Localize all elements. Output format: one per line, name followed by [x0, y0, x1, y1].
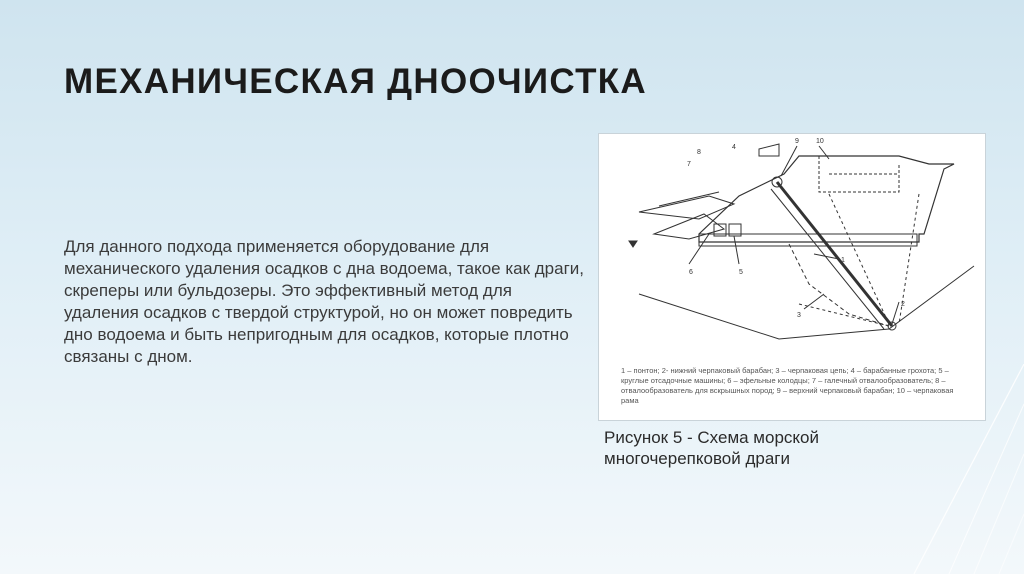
label-10: 10 — [816, 138, 824, 145]
label-3: 3 — [797, 312, 801, 319]
label-8: 8 — [697, 149, 701, 156]
body-paragraph: Для данного подхода применяется оборудование для механического удаления осадков с дна водоема, такое как драги, скреперы или бульдозеры. Это эффективный метод для удаления осадков с твердой структурой, но он может повредить дно водоема и быть непригодным для осадков, которые плотно связаны с дном. — [64, 237, 585, 366]
label-7: 7 — [687, 161, 691, 168]
water-level-marker — [629, 241, 637, 247]
slide-title: МЕХАНИЧЕСКАЯ ДНООЧИСТКА — [64, 62, 648, 101]
label-6: 6 — [689, 269, 693, 276]
figure-caption: Рисунок 5 - Схема морской многочерепковой драги — [604, 428, 819, 468]
bucket-chain-lower — [789, 244, 889, 326]
bucket-ladder — [777, 182, 892, 326]
seabed-line — [639, 266, 974, 339]
label-4: 4 — [732, 144, 736, 151]
label-2: 2 — [901, 301, 905, 308]
pontoon-hull — [699, 156, 954, 242]
figure-legend: 1 – понтон; 2- нижний черпаковый барабан; 3 – черпаковая цепь; 4 – барабанные грохота; 5 – круглые отсадочные машины; 6 – эфельные колодцы; 7 – галечный отвалообразователь; 8 – отвалообразователь для вскрышных пород; 9 – верхний черпаковый барабан; 10 – черпаковая рама — [621, 366, 954, 405]
dredge-figure — [598, 133, 986, 421]
dredge-diagram — [599, 134, 985, 366]
label-1: 1 — [841, 257, 845, 264]
cabin — [759, 144, 779, 156]
bucket-chain — [771, 189, 884, 329]
label-5: 5 — [739, 269, 743, 276]
label-9: 9 — [795, 138, 799, 145]
